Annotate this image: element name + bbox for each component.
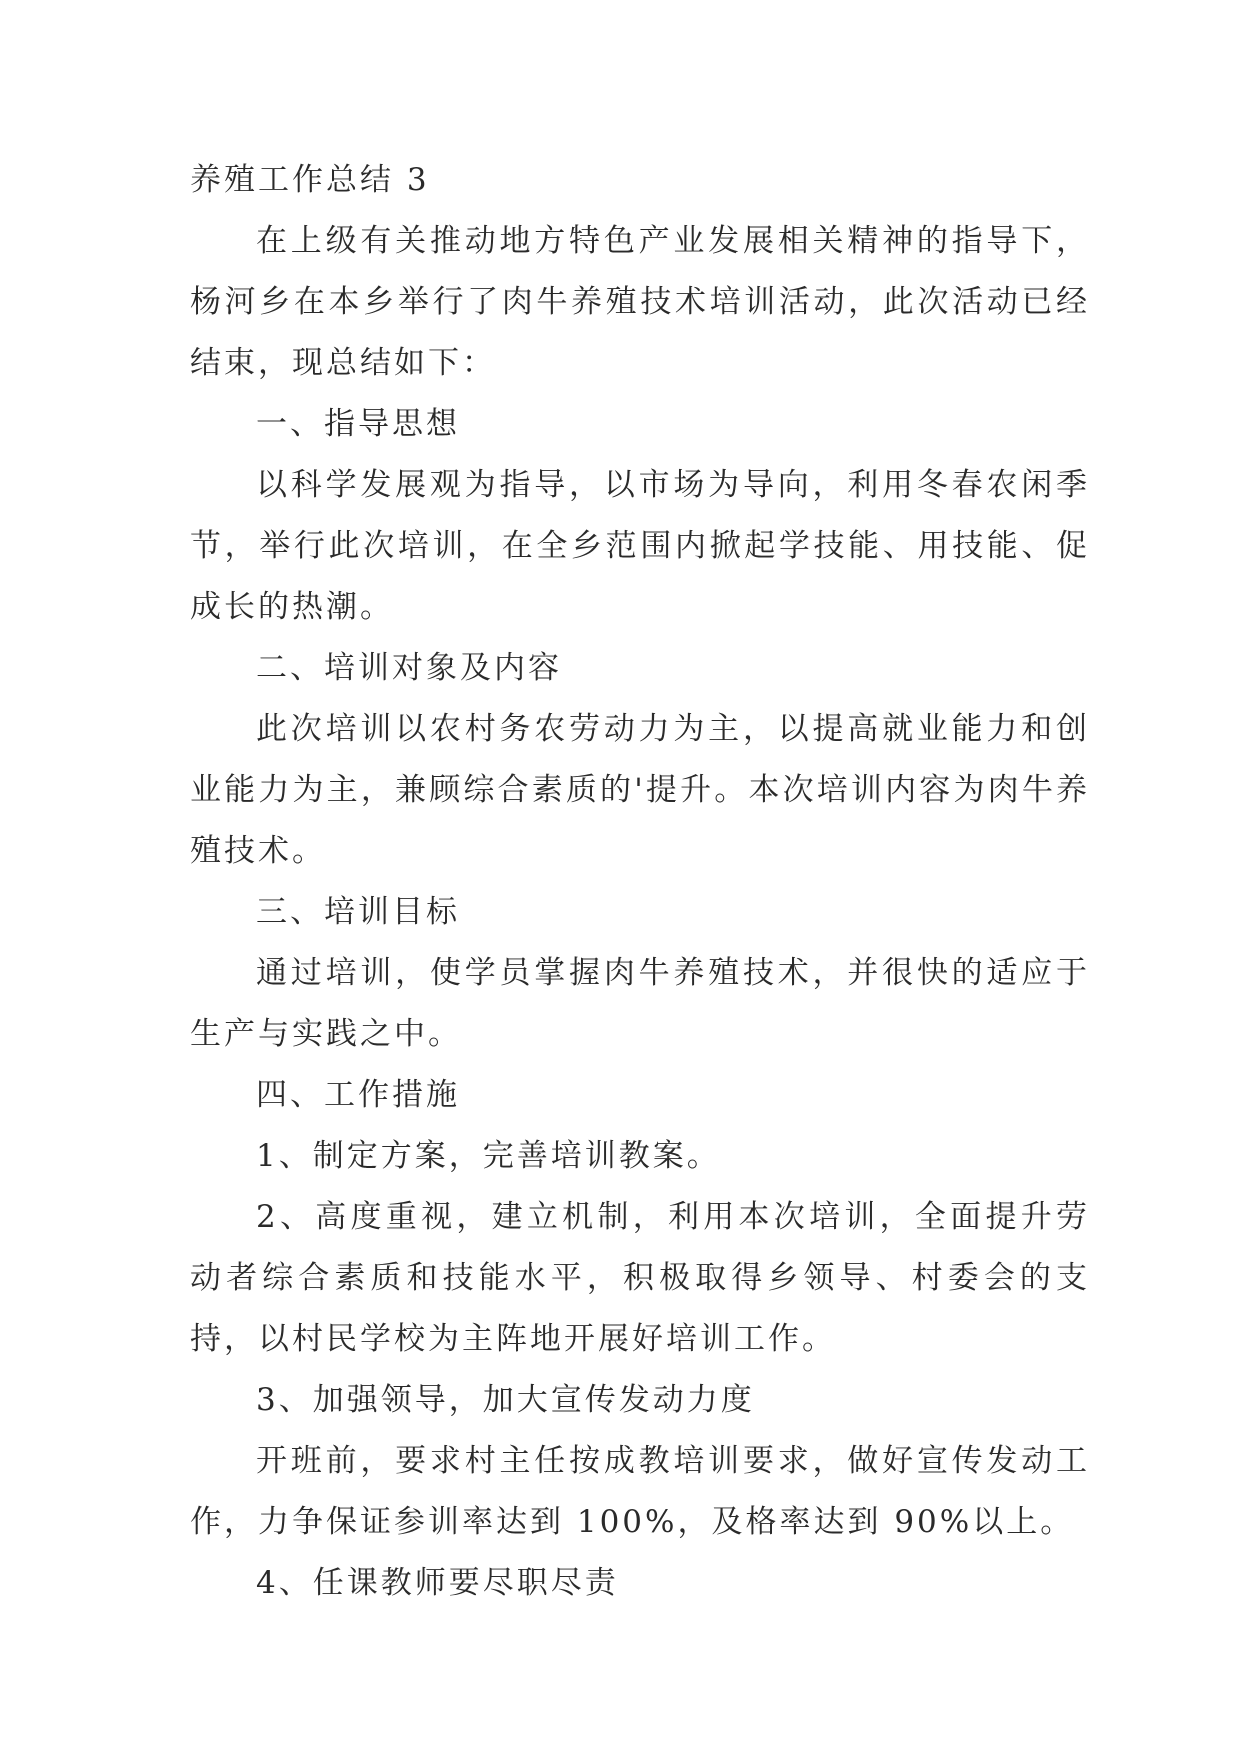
training-targets-paragraph: 此次培训以农村务农劳动力为主，以提高就业能力和创业能力为主，兼顾综合素质的'提升。本次培训内容为肉牛养殖技术。	[190, 711, 1090, 869]
measure-item-1: 1、制定方案，完善培训教案。	[256, 1138, 721, 1174]
training-goals-paragraph: 通过培训，使学员掌握肉牛养殖技术，并很快的适应于生产与实践之中。	[190, 955, 1090, 1052]
document-title: 养殖工作总结 3	[190, 162, 430, 198]
measure-item-3-detail: 开班前，要求村主任按成教培训要求，做好宣传发动工作，力争保证参训率达到 100%，及格率达到 90%以上。	[190, 1443, 1090, 1540]
section-heading-training-targets: 二、培训对象及内容	[256, 650, 562, 686]
intro-paragraph: 在上级有关推动地方特色产业发展相关精神的指导下，杨河乡在本乡举行了肉牛养殖技术培训活动，此次活动已经结束，现总结如下：	[190, 223, 1090, 381]
guiding-ideology-paragraph: 以科学发展观为指导，以市场为导向，利用冬春农闲季节，举行此次培训，在全乡范围内掀起学技能、用技能、促成长的热潮。	[190, 467, 1090, 625]
section-heading-work-measures: 四、工作措施	[256, 1077, 460, 1113]
measure-item-2: 2、高度重视，建立机制，利用本次培训，全面提升劳动者综合素质和技能水平，积极取得乡领导、村委会的支持，以村民学校为主阵地开展好培训工作。	[190, 1199, 1090, 1357]
measure-item-4: 4、任课教师要尽职尽责	[256, 1565, 619, 1601]
measure-item-3: 3、加强领导，加大宣传发动力度	[256, 1382, 755, 1418]
section-heading-guiding-ideology: 一、指导思想	[256, 406, 460, 442]
section-heading-training-goals: 三、培训目标	[256, 894, 460, 930]
document-body	[190, 150, 1090, 1614]
